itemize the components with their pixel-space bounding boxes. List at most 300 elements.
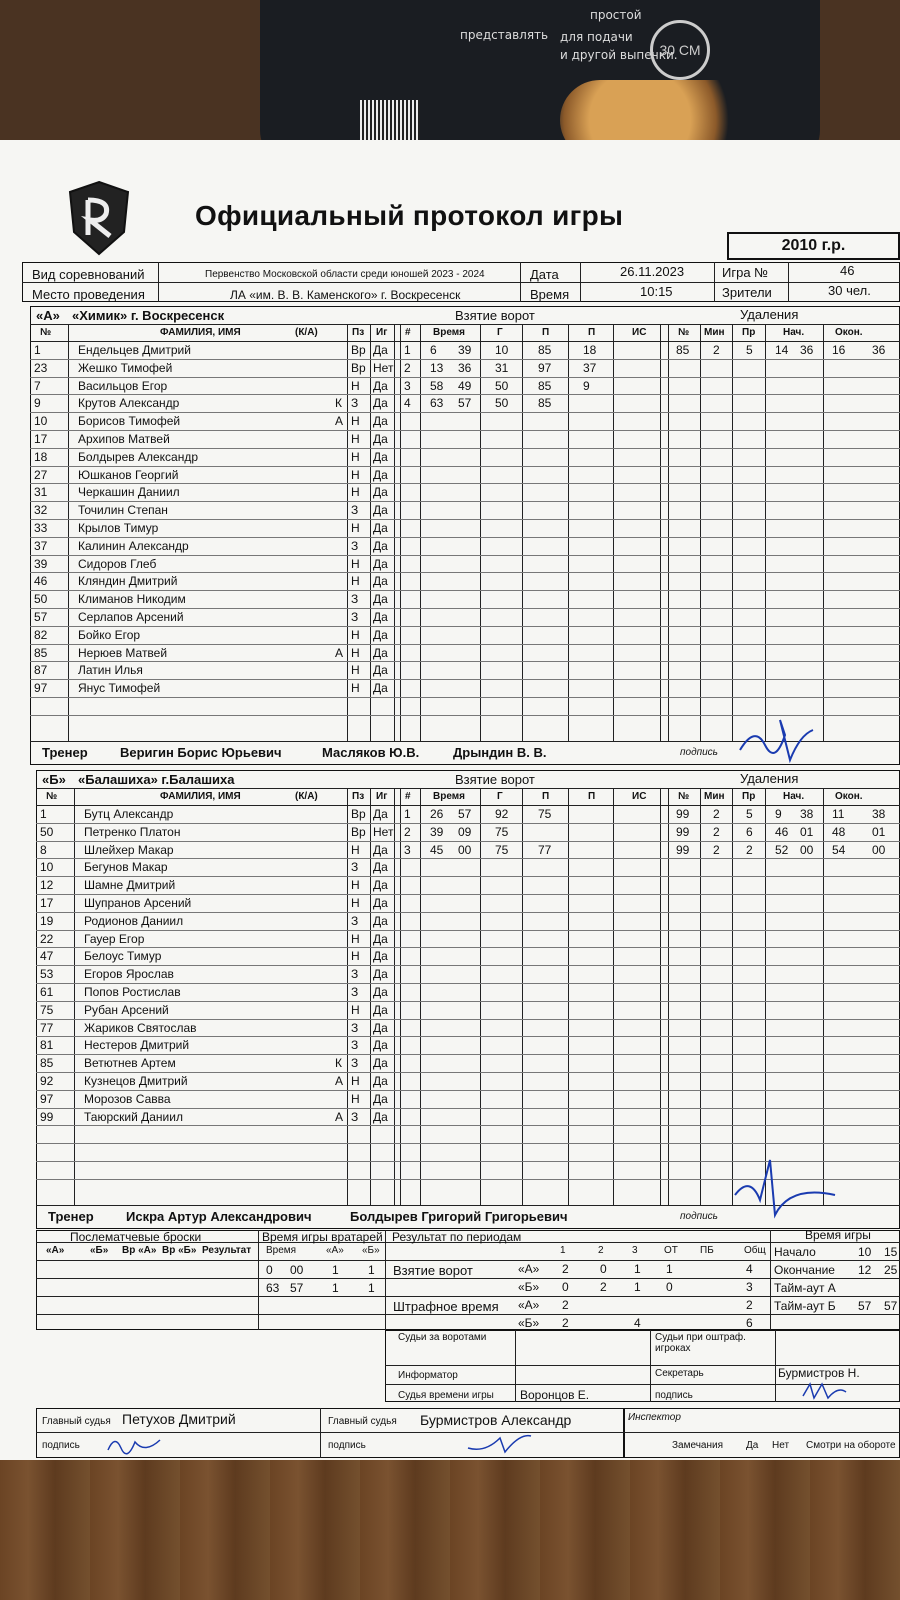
- period-value: 4: [746, 1262, 753, 1276]
- date-label: Дата: [530, 267, 559, 282]
- coach-name: Искра Артур Александрович: [126, 1209, 312, 1224]
- remarks-no: Нет: [772, 1440, 790, 1451]
- goal-minute: 63: [430, 396, 444, 411]
- gk-column: «Б»: [362, 1245, 380, 1256]
- sign-label: подпись: [655, 1390, 693, 1401]
- player-position: Н: [351, 378, 360, 393]
- goal-second: 57: [458, 807, 472, 821]
- sign-label: подпись: [680, 747, 718, 758]
- player-name: Жешко Тимофей: [78, 360, 173, 375]
- gametime-label: Начало: [774, 1245, 816, 1259]
- row-line: [36, 930, 900, 931]
- package-text: для подачи: [560, 30, 633, 44]
- player-number: 1: [40, 807, 47, 821]
- goal-number: 2: [404, 360, 411, 375]
- row-line: [30, 626, 900, 627]
- player-number: 75: [40, 1002, 54, 1017]
- player-position: З: [351, 1109, 359, 1124]
- player-position: Н: [351, 432, 360, 446]
- remarks-yes: Да: [746, 1440, 759, 1451]
- row-line: [36, 965, 900, 966]
- team-label: «А»: [36, 308, 60, 323]
- size-badge: 30 СМ: [650, 20, 710, 80]
- timekeeper-label: Судья времени игры: [398, 1390, 494, 1401]
- player-played: Да: [373, 538, 388, 553]
- player-number: 53: [40, 967, 54, 982]
- row-line: [36, 1125, 900, 1126]
- player-played: Да: [373, 485, 388, 500]
- period-value: 6: [746, 1316, 753, 1330]
- timekeeper-name: Воронцов Е.: [520, 1388, 590, 1402]
- player-played: Да: [373, 378, 388, 393]
- player-number: 97: [40, 1091, 54, 1106]
- competition-value: Первенство Московской области среди юношей 2023 - 2024: [205, 269, 485, 280]
- player-played: Нет: [373, 824, 394, 839]
- penalty-end-sec: 36: [872, 343, 886, 357]
- player-number: 50: [40, 824, 54, 839]
- column-header: ФАМИЛИЯ, ИМЯ: [160, 327, 241, 338]
- player-number: 33: [34, 521, 48, 535]
- player-number: 22: [40, 931, 54, 946]
- player-number: 61: [40, 985, 54, 999]
- row-line: [36, 1054, 900, 1055]
- period-column: 3: [632, 1245, 638, 1256]
- penalty-start-min: 14: [775, 343, 789, 357]
- gk-team-b: 1: [368, 1281, 375, 1295]
- player-played: Да: [373, 503, 388, 518]
- spectators-label: Зрители: [722, 285, 772, 300]
- player-name: Шамне Дмитрий: [84, 878, 176, 893]
- player-played: Да: [373, 1109, 388, 1124]
- row-line: [36, 912, 900, 913]
- player-played: Да: [373, 343, 388, 357]
- row-line: [30, 359, 900, 360]
- player-name: Климанов Никодим: [78, 592, 186, 607]
- shootout-column: «Б»: [90, 1245, 109, 1256]
- row-line: [36, 858, 900, 859]
- goal-minute: 58: [430, 378, 444, 393]
- goal-number: 2: [404, 824, 411, 839]
- player-position: З: [351, 1038, 359, 1053]
- penalty-start-sec: 36: [800, 343, 814, 357]
- row-line: [30, 644, 900, 645]
- goal-number: 1: [404, 807, 411, 821]
- player-position: Н: [351, 485, 360, 500]
- player-number: 85: [34, 645, 48, 660]
- player-played: Да: [373, 681, 388, 696]
- player-number: 9: [34, 396, 41, 411]
- player-role: А: [335, 1109, 344, 1124]
- player-played: Да: [373, 985, 388, 999]
- period-column: 1: [560, 1245, 566, 1256]
- period-column: ОТ: [664, 1245, 678, 1256]
- period-value: 2: [562, 1298, 569, 1312]
- column-header: ФАМИЛИЯ, ИМЯ: [160, 791, 241, 802]
- venue-label: Место проведения: [32, 287, 145, 302]
- goal-minute: 26: [430, 807, 444, 821]
- player-position: З: [351, 503, 359, 518]
- column-header: (К/А): [295, 791, 318, 802]
- penalty-player: 99: [676, 807, 690, 821]
- column-header: Время: [433, 327, 465, 338]
- player-played: Да: [373, 878, 388, 893]
- goal-judges-label: Судьи за воротами: [398, 1332, 487, 1343]
- player-name: Латин Илья: [78, 663, 143, 678]
- player-name: Борисов Тимофей: [78, 414, 181, 429]
- goal-assist-2: 9: [583, 378, 590, 393]
- gk-team-a: 1: [332, 1281, 339, 1295]
- column-header: ИС: [632, 327, 647, 338]
- row-line: [30, 537, 900, 538]
- page-title: Официальный протокол игры: [195, 200, 624, 231]
- player-number: 17: [34, 432, 48, 446]
- player-played: Нет: [373, 360, 394, 375]
- column-header: Пз: [352, 327, 365, 338]
- gametime-label: Тайм-аут Б: [774, 1299, 836, 1313]
- ref1-name: Петухов Дмитрий: [122, 1411, 236, 1427]
- coach-name-2: Масляков Ю.В.: [322, 745, 420, 760]
- player-position: З: [351, 985, 359, 999]
- signature-team-b: [730, 1155, 840, 1225]
- ref1-sign-label: подпись: [42, 1440, 80, 1451]
- period-value: 4: [634, 1316, 641, 1330]
- team-tag: «Б»: [518, 1280, 540, 1294]
- player-number: 12: [40, 878, 54, 893]
- row-line: [30, 394, 900, 395]
- player-number: 50: [34, 592, 48, 607]
- column-header: П: [542, 791, 550, 802]
- penalty-player: 99: [676, 842, 690, 857]
- player-number: 92: [40, 1074, 54, 1088]
- gk-second: 57: [290, 1281, 304, 1295]
- period-value: 1: [666, 1262, 673, 1276]
- penalty-end-sec: 00: [872, 842, 886, 857]
- player-role: А: [335, 1074, 344, 1088]
- period-column: ПБ: [700, 1245, 714, 1256]
- gametime-hour: 10: [858, 1245, 872, 1259]
- player-name: Сидоров Глеб: [78, 556, 157, 571]
- column-header: #: [405, 327, 411, 338]
- player-name: Ветютнев Артем: [84, 1056, 176, 1071]
- penalty-minutes: 2: [713, 824, 720, 839]
- wooden-table: [0, 1440, 900, 1600]
- coach-name: Веригин Борис Юрьевич: [120, 745, 282, 760]
- gk-team-b: 1: [368, 1263, 375, 1277]
- gk-minute: 0: [266, 1263, 273, 1277]
- period-value: 3: [746, 1280, 753, 1294]
- player-played: Да: [373, 1056, 388, 1071]
- goal-second: 57: [458, 396, 472, 411]
- divider: [30, 341, 900, 342]
- shootout-column: «А»: [46, 1245, 65, 1256]
- period-value: 2: [562, 1316, 569, 1330]
- player-played: Да: [373, 521, 388, 535]
- goal-minute: 45: [430, 842, 444, 857]
- goal-number: 1: [404, 343, 411, 357]
- player-played: Да: [373, 896, 388, 910]
- player-number: 82: [34, 627, 48, 642]
- column-header: Иг: [376, 327, 388, 338]
- goal-number: 3: [404, 378, 411, 393]
- penalty-minutes: 2: [713, 343, 720, 357]
- player-position: З: [351, 538, 359, 553]
- team-name: «Балашиха» г.Балашиха: [78, 772, 235, 787]
- penalty-minutes: 2: [713, 807, 720, 821]
- goal-minute: 6: [430, 343, 437, 357]
- player-position: Н: [351, 681, 360, 696]
- goal-scorer: 92: [495, 807, 509, 821]
- row-line: [36, 1036, 900, 1037]
- sign-label: подпись: [680, 1211, 718, 1222]
- player-number: 85: [40, 1056, 54, 1071]
- row-line: [30, 430, 900, 431]
- player-name: Кляндин Дмитрий: [78, 574, 178, 589]
- player-position: Н: [351, 1074, 360, 1088]
- player-position: Н: [351, 556, 360, 571]
- signature-secretary: [800, 1380, 850, 1402]
- column-header: П: [542, 327, 550, 338]
- player-position: Н: [351, 449, 360, 464]
- player-played: Да: [373, 1020, 388, 1035]
- goal-scorer: 75: [495, 824, 509, 839]
- gk-column: «А»: [326, 1245, 344, 1256]
- player-number: 46: [34, 574, 48, 589]
- column-header: ИС: [632, 791, 647, 802]
- row-line: [36, 1019, 900, 1020]
- penalty-minutes: 2: [713, 842, 720, 857]
- player-name: Петренко Платон: [84, 824, 181, 839]
- penalty-start-sec: 01: [800, 824, 814, 839]
- period-value: 1: [634, 1280, 641, 1294]
- player-number: 97: [34, 681, 48, 696]
- time-value: 10:15: [640, 284, 673, 299]
- player-position: Н: [351, 414, 360, 429]
- penalty-end-min: 48: [832, 824, 846, 839]
- see-back: Смотри на обороте: [806, 1440, 896, 1451]
- player-name: Нестеров Дмитрий: [84, 1038, 190, 1053]
- player-position: Н: [351, 1002, 360, 1017]
- player-name: Юшканов Георгий: [78, 467, 179, 482]
- column-header: Окон.: [835, 791, 863, 802]
- gametime-minute: 57: [884, 1299, 898, 1313]
- gk-title: Время игры вратарей: [262, 1230, 383, 1244]
- shootout-column: Вр «А»: [122, 1245, 157, 1256]
- period-value: 0: [562, 1280, 569, 1294]
- player-played: Да: [373, 842, 388, 857]
- gk-second: 00: [290, 1263, 304, 1277]
- row-line: [30, 466, 900, 467]
- column-header: Нач.: [783, 327, 805, 338]
- player-name: Калинин Александр: [78, 538, 189, 553]
- player-number: 10: [40, 860, 54, 875]
- goal-second: 00: [458, 842, 472, 857]
- player-name: Жариков Святослав: [84, 1020, 197, 1035]
- signature-ref1: [105, 1432, 165, 1456]
- player-number: 27: [34, 467, 48, 482]
- goal-number: 4: [404, 396, 411, 411]
- row-line: [30, 661, 900, 662]
- column-header: Мин: [704, 327, 725, 338]
- player-position: З: [351, 610, 359, 624]
- goal-scorer: 10: [495, 343, 509, 357]
- player-name: Черкашин Даниил: [78, 485, 180, 500]
- penalty-start-min: 9: [775, 807, 782, 821]
- package-text: простой: [590, 8, 642, 22]
- player-name: Крылов Тимур: [78, 521, 159, 535]
- periods-title: Результат по периодам: [392, 1230, 522, 1244]
- player-played: Да: [373, 396, 388, 411]
- player-position: Н: [351, 521, 360, 535]
- row-line: [36, 1143, 900, 1144]
- ref2-label: Главный судья: [328, 1416, 397, 1427]
- player-name: Таюрский Даниил: [84, 1109, 183, 1124]
- player-position: Вр: [351, 824, 366, 839]
- player-played: Да: [373, 592, 388, 607]
- ref2-sign-label: подпись: [328, 1440, 366, 1451]
- time-label: Время: [530, 287, 570, 302]
- team-tag: «Б»: [518, 1316, 540, 1330]
- penalty-reason: 5: [746, 343, 753, 357]
- player-position: Вр: [351, 807, 366, 821]
- penalty-player: 99: [676, 824, 690, 839]
- player-played: Да: [373, 574, 388, 589]
- player-position: Н: [351, 949, 360, 964]
- player-name: Морозов Савва: [84, 1091, 171, 1106]
- player-position: З: [351, 860, 359, 875]
- column-header: (К/А): [295, 327, 318, 338]
- player-position: Н: [351, 842, 360, 857]
- inspector-label: Инспектор: [628, 1412, 681, 1423]
- row-line: [30, 448, 900, 449]
- player-played: Да: [373, 610, 388, 624]
- venue-value: ЛА «им. В. В. Каменского» г. Воскресенск: [230, 288, 461, 302]
- row-line: [30, 519, 900, 520]
- player-position: Н: [351, 627, 360, 642]
- goals-label: Взятие ворот: [393, 1263, 473, 1278]
- gametime-hour: 57: [858, 1299, 872, 1313]
- player-name: Гауер Егор: [84, 931, 145, 946]
- column-header: Пз: [352, 791, 365, 802]
- coach-name-2: Болдырев Григорий Григорьевич: [350, 1209, 568, 1224]
- period-column: Общ: [744, 1245, 766, 1256]
- player-position: З: [351, 592, 359, 607]
- shootout-column: Вр «Б»: [162, 1245, 197, 1256]
- goal-assist-1: 75: [538, 807, 552, 821]
- player-number: 31: [34, 485, 48, 500]
- player-played: Да: [373, 807, 388, 821]
- gametime-title: Время игры: [805, 1228, 871, 1242]
- secretary-label: Секретарь: [655, 1368, 704, 1379]
- player-role: А: [335, 414, 344, 429]
- row-line: [30, 377, 900, 378]
- package-text: представлять: [460, 28, 549, 42]
- player-position: Вр: [351, 360, 366, 375]
- goal-assist-2: 37: [583, 360, 597, 375]
- goal-assist-1: 85: [538, 396, 552, 411]
- player-name: Попов Ростислав: [84, 985, 181, 999]
- gametime-minute: 15: [884, 1245, 898, 1259]
- player-position: Н: [351, 931, 360, 946]
- gametime-label: Окончание: [774, 1263, 835, 1277]
- signature-team-a: [735, 715, 815, 765]
- penalty-start-min: 52: [775, 842, 789, 857]
- row-line: [30, 483, 900, 484]
- divider: [36, 788, 900, 789]
- goal-second: 36: [458, 360, 472, 375]
- competition-label: Вид соревнований: [32, 267, 145, 282]
- player-played: Да: [373, 1074, 388, 1088]
- player-number: 17: [40, 896, 54, 910]
- goal-minute: 13: [430, 360, 444, 375]
- player-position: Вр: [351, 343, 366, 357]
- column-header: №: [40, 327, 52, 338]
- player-played: Да: [373, 663, 388, 678]
- team-tag: «А»: [518, 1298, 540, 1312]
- player-name: Белоус Тимур: [84, 949, 162, 964]
- player-role: К: [335, 396, 342, 411]
- penalty-start-sec: 38: [800, 807, 814, 821]
- player-played: Да: [373, 949, 388, 964]
- column-header: Г: [497, 791, 503, 802]
- player-name: Родионов Даниил: [84, 913, 184, 928]
- goal-second: 49: [458, 378, 472, 393]
- date-value: 26.11.2023: [620, 264, 685, 279]
- player-played: Да: [373, 432, 388, 446]
- player-position: Н: [351, 1091, 360, 1106]
- gametime-hour: 12: [858, 1263, 872, 1277]
- player-number: 19: [40, 913, 54, 928]
- player-number: 47: [40, 949, 54, 964]
- player-position: Н: [351, 574, 360, 589]
- player-name: Нерюев Матвей: [78, 645, 168, 660]
- player-name: Бегунов Макар: [84, 860, 168, 875]
- remarks-label: Замечания: [672, 1440, 724, 1451]
- player-number: 39: [34, 556, 48, 571]
- pim-label: Штрафное время: [393, 1299, 499, 1314]
- player-number: 7: [34, 378, 41, 393]
- period-value: 0: [666, 1280, 673, 1294]
- player-number: 37: [34, 538, 48, 553]
- column-header: Время: [433, 791, 465, 802]
- penalty-reason: 5: [746, 807, 753, 821]
- package-text: и другой выпечки.: [560, 48, 678, 62]
- player-name: Кузнецов Дмитрий: [84, 1074, 188, 1088]
- period-value: 2: [600, 1280, 607, 1294]
- ref2-name: Бурмистров Александр: [420, 1412, 572, 1428]
- row-line: [36, 1001, 900, 1002]
- row-line: [30, 679, 900, 680]
- player-number: 81: [40, 1038, 54, 1053]
- gk-minute: 63: [266, 1281, 280, 1295]
- club-logo-icon: [66, 180, 132, 256]
- penalty-reason: 6: [746, 824, 753, 839]
- column-header: Мин: [704, 791, 725, 802]
- player-name: Янус Тимофей: [78, 681, 161, 696]
- player-name: Егоров Ярослав: [84, 967, 174, 982]
- goal-minute: 39: [430, 824, 444, 839]
- goal-scorer: 31: [495, 360, 509, 375]
- player-position: З: [351, 913, 359, 928]
- player-number: 23: [34, 360, 48, 375]
- row-line: [36, 1108, 900, 1109]
- column-header: П: [588, 327, 596, 338]
- goal-scorer: 50: [495, 396, 509, 411]
- player-position: З: [351, 1056, 359, 1071]
- player-name: Шупранов Арсений: [84, 896, 192, 910]
- row-line: [36, 983, 900, 984]
- player-name: Рубан Арсений: [84, 1002, 169, 1017]
- period-value: 2: [746, 1298, 753, 1312]
